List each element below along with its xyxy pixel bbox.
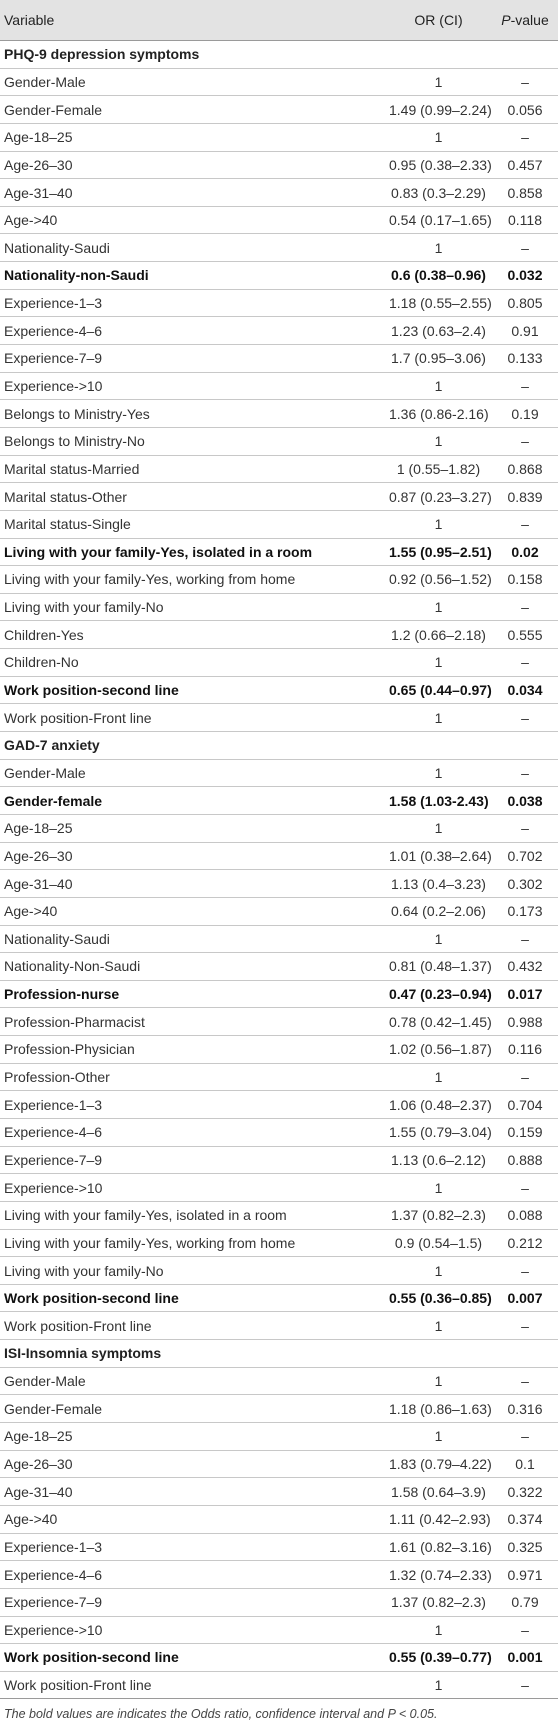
- cell-variable: Age-18–25: [0, 814, 385, 842]
- table-row: [0, 1091, 558, 1119]
- table-row: [0, 1588, 558, 1616]
- cell-p-value: –: [492, 1671, 558, 1699]
- table-row: [0, 289, 558, 317]
- table-row: [0, 566, 558, 594]
- cell-variable: Experience-7–9: [0, 1588, 385, 1616]
- cell-or-ci: [385, 732, 492, 760]
- table-row: [0, 1478, 558, 1506]
- table-row: [0, 372, 558, 400]
- cell-variable: Gender-Male: [0, 1367, 385, 1395]
- table-row: [0, 1063, 558, 1091]
- cell-variable: Gender-female: [0, 787, 385, 815]
- cell-variable: PHQ-9 depression symptoms: [0, 41, 385, 69]
- table-row: [0, 1229, 558, 1257]
- cell-variable: Experience-4–6: [0, 1118, 385, 1146]
- cell-p-value: 0.118: [492, 206, 558, 234]
- cell-or-ci: 1.23 (0.63–2.4): [385, 317, 492, 345]
- cell-variable: Age->40: [0, 1505, 385, 1533]
- cell-or-ci: 1: [385, 234, 492, 262]
- cell-or-ci: 1.32 (0.74–2.33): [385, 1561, 492, 1589]
- cell-variable: Experience->10: [0, 1174, 385, 1202]
- cell-or-ci: 1.2 (0.66–2.18): [385, 621, 492, 649]
- cell-or-ci: 1: [385, 510, 492, 538]
- cell-or-ci: 1 (0.55–1.82): [385, 455, 492, 483]
- cell-or-ci: 1.58 (1.03-2.43): [385, 787, 492, 815]
- table-row: [0, 1257, 558, 1285]
- cell-variable: Age-18–25: [0, 123, 385, 151]
- cell-p-value: 0.19: [492, 400, 558, 428]
- table-row: [0, 345, 558, 373]
- cell-variable: Children-No: [0, 649, 385, 677]
- cell-or-ci: 0.81 (0.48–1.37): [385, 953, 492, 981]
- cell-variable: Living with your family-No: [0, 593, 385, 621]
- cell-p-value: 0.888: [492, 1146, 558, 1174]
- table-row: [0, 676, 558, 704]
- cell-variable: Living with your family-Yes, isolated in a room: [0, 1201, 385, 1229]
- cell-or-ci: 1.18 (0.55–2.55): [385, 289, 492, 317]
- cell-or-ci: 1: [385, 427, 492, 455]
- cell-variable: Experience-7–9: [0, 1146, 385, 1174]
- cell-p-value: –: [492, 1616, 558, 1644]
- cell-variable: Nationality-Saudi: [0, 925, 385, 953]
- cell-variable: Experience-4–6: [0, 317, 385, 345]
- table-row: [0, 483, 558, 511]
- cell-p-value: –: [492, 814, 558, 842]
- cell-or-ci: 1: [385, 1312, 492, 1340]
- table-row: [0, 704, 558, 732]
- cell-or-ci: 1.58 (0.64–3.9): [385, 1478, 492, 1506]
- cell-variable: Nationality-Saudi: [0, 234, 385, 262]
- cell-or-ci: 1: [385, 593, 492, 621]
- cell-or-ci: 1.37 (0.82–2.3): [385, 1201, 492, 1229]
- cell-or-ci: 0.83 (0.3–2.29): [385, 179, 492, 207]
- header-p-suffix: -value: [510, 12, 549, 28]
- table-row: [0, 621, 558, 649]
- cell-p-value: 0.017: [492, 980, 558, 1008]
- cell-variable: Belongs to Ministry-Yes: [0, 400, 385, 428]
- table-row: [0, 1616, 558, 1644]
- cell-or-ci: 1.55 (0.79–3.04): [385, 1118, 492, 1146]
- cell-p-value: 0.432: [492, 953, 558, 981]
- cell-p-value: 0.858: [492, 179, 558, 207]
- cell-variable: Experience->10: [0, 372, 385, 400]
- cell-variable: Age-31–40: [0, 1478, 385, 1506]
- cell-or-ci: 0.87 (0.23–3.27): [385, 483, 492, 511]
- cell-p-value: 0.457: [492, 151, 558, 179]
- cell-p-value: 0.79: [492, 1588, 558, 1616]
- cell-p-value: –: [492, 759, 558, 787]
- cell-variable: Age-26–30: [0, 1450, 385, 1478]
- cell-or-ci: 1: [385, 123, 492, 151]
- cell-or-ci: 1: [385, 1257, 492, 1285]
- cell-or-ci: 1.83 (0.79–4.22): [385, 1450, 492, 1478]
- cell-or-ci: 1.01 (0.38–2.64): [385, 842, 492, 870]
- cell-p-value: 0.316: [492, 1395, 558, 1423]
- cell-variable: Work position-Front line: [0, 1312, 385, 1340]
- cell-or-ci: 1: [385, 759, 492, 787]
- cell-or-ci: 1: [385, 1671, 492, 1699]
- cell-or-ci: 0.64 (0.2–2.06): [385, 897, 492, 925]
- table-row: [0, 151, 558, 179]
- table-row: [0, 1644, 558, 1672]
- cell-variable: Nationality-non-Saudi: [0, 262, 385, 290]
- cell-p-value: 0.805: [492, 289, 558, 317]
- cell-or-ci: 1: [385, 1423, 492, 1451]
- cell-variable: Marital status-Single: [0, 510, 385, 538]
- cell-variable: Work position-second line: [0, 1644, 385, 1672]
- table-row: [0, 234, 558, 262]
- table-row: [0, 897, 558, 925]
- cell-p-value: –: [492, 510, 558, 538]
- table-row: [0, 1671, 558, 1699]
- cell-p-value: –: [492, 593, 558, 621]
- cell-or-ci: 1: [385, 372, 492, 400]
- cell-or-ci: 0.78 (0.42–1.45): [385, 1008, 492, 1036]
- cell-p-value: –: [492, 1312, 558, 1340]
- cell-p-value: 0.038: [492, 787, 558, 815]
- cell-or-ci: 1: [385, 925, 492, 953]
- cell-or-ci: 0.95 (0.38–2.33): [385, 151, 492, 179]
- header-variable: Variable: [0, 0, 385, 41]
- cell-p-value: –: [492, 925, 558, 953]
- cell-or-ci: 0.55 (0.39–0.77): [385, 1644, 492, 1672]
- table-row: [0, 262, 558, 290]
- cell-p-value: 0.007: [492, 1284, 558, 1312]
- cell-p-value: 0.032: [492, 262, 558, 290]
- cell-variable: Work position-second line: [0, 676, 385, 704]
- cell-p-value: –: [492, 704, 558, 732]
- table-row: [0, 870, 558, 898]
- cell-or-ci: 0.6 (0.38–0.96): [385, 262, 492, 290]
- cell-or-ci: 1: [385, 1616, 492, 1644]
- section-header-row: [0, 1340, 558, 1368]
- cell-variable: Age-26–30: [0, 151, 385, 179]
- cell-variable: Children-Yes: [0, 621, 385, 649]
- table-row: [0, 1561, 558, 1589]
- table-row: [0, 123, 558, 151]
- cell-p-value: 0.325: [492, 1533, 558, 1561]
- cell-or-ci: 0.92 (0.56–1.52): [385, 566, 492, 594]
- cell-p-value: 0.555: [492, 621, 558, 649]
- cell-variable: Age-31–40: [0, 870, 385, 898]
- table-row: [0, 1201, 558, 1229]
- header-p-value: [492, 0, 558, 41]
- cell-p-value: 0.056: [492, 96, 558, 124]
- table-row: [0, 1423, 558, 1451]
- cell-variable: Nationality-Non-Saudi: [0, 953, 385, 981]
- cell-variable: Age-18–25: [0, 1423, 385, 1451]
- table-row: [0, 179, 558, 207]
- cell-or-ci: 1: [385, 1174, 492, 1202]
- cell-variable: Marital status-Married: [0, 455, 385, 483]
- table-row: [0, 1395, 558, 1423]
- cell-or-ci: 0.65 (0.44–0.97): [385, 676, 492, 704]
- cell-p-value: 0.173: [492, 897, 558, 925]
- cell-variable: Age->40: [0, 897, 385, 925]
- table-row: [0, 1146, 558, 1174]
- table-row: [0, 1312, 558, 1340]
- cell-p-value: –: [492, 68, 558, 96]
- table-row: [0, 1505, 558, 1533]
- cell-or-ci: 1.7 (0.95–3.06): [385, 345, 492, 373]
- cell-variable: Gender-Male: [0, 759, 385, 787]
- cell-or-ci: 1.61 (0.82–3.16): [385, 1533, 492, 1561]
- cell-or-ci: 1.36 (0.86-2.16): [385, 400, 492, 428]
- cell-p-value: 0.158: [492, 566, 558, 594]
- cell-p-value: 0.159: [492, 1118, 558, 1146]
- cell-p-value: [492, 1340, 558, 1368]
- cell-p-value: 0.704: [492, 1091, 558, 1119]
- cell-p-value: 0.088: [492, 1201, 558, 1229]
- cell-p-value: 0.1: [492, 1450, 558, 1478]
- cell-p-value: 0.116: [492, 1036, 558, 1064]
- cell-variable: Experience-1–3: [0, 289, 385, 317]
- cell-p-value: 0.971: [492, 1561, 558, 1589]
- cell-or-ci: 1.55 (0.95–2.51): [385, 538, 492, 566]
- cell-variable: Profession-Other: [0, 1063, 385, 1091]
- cell-variable: Age-31–40: [0, 179, 385, 207]
- cell-p-value: [492, 732, 558, 760]
- cell-p-value: –: [492, 1174, 558, 1202]
- table-body: [0, 41, 558, 1699]
- cell-or-ci: 1: [385, 814, 492, 842]
- table-row: [0, 1174, 558, 1202]
- cell-variable: Experience-4–6: [0, 1561, 385, 1589]
- cell-variable: Profession-Physician: [0, 1036, 385, 1064]
- table-row: [0, 1036, 558, 1064]
- cell-p-value: 0.988: [492, 1008, 558, 1036]
- table-row: [0, 455, 558, 483]
- cell-variable: Age-26–30: [0, 842, 385, 870]
- cell-or-ci: 1.13 (0.6–2.12): [385, 1146, 492, 1174]
- cell-variable: Experience->10: [0, 1616, 385, 1644]
- cell-variable: Profession-Pharmacist: [0, 1008, 385, 1036]
- cell-p-value: –: [492, 649, 558, 677]
- cell-variable: GAD-7 anxiety: [0, 732, 385, 760]
- cell-variable: Living with your family-No: [0, 1257, 385, 1285]
- table-row: [0, 1367, 558, 1395]
- table-row: [0, 510, 558, 538]
- cell-p-value: 0.133: [492, 345, 558, 373]
- cell-or-ci: 0.55 (0.36–0.85): [385, 1284, 492, 1312]
- cell-variable: Gender-Male: [0, 68, 385, 96]
- cell-variable: Belongs to Ministry-No: [0, 427, 385, 455]
- cell-or-ci: 1.18 (0.86–1.63): [385, 1395, 492, 1423]
- table-row: [0, 953, 558, 981]
- table-row: [0, 980, 558, 1008]
- cell-p-value: 0.322: [492, 1478, 558, 1506]
- table-row: [0, 1008, 558, 1036]
- cell-p-value: –: [492, 123, 558, 151]
- cell-variable: Gender-Female: [0, 96, 385, 124]
- table-header: [0, 0, 558, 41]
- table-row: [0, 925, 558, 953]
- table-footnote: The bold values are indicates the Odds ratio, confidence interval and P < 0.05.: [4, 1707, 438, 1721]
- header-row: [0, 0, 558, 41]
- cell-or-ci: 1: [385, 1063, 492, 1091]
- cell-or-ci: 0.54 (0.17–1.65): [385, 206, 492, 234]
- cell-variable: Work position-Front line: [0, 704, 385, 732]
- table-row: [0, 787, 558, 815]
- cell-variable: Work position-Front line: [0, 1671, 385, 1699]
- cell-variable: Experience-1–3: [0, 1091, 385, 1119]
- table-row: [0, 759, 558, 787]
- table-row: [0, 206, 558, 234]
- cell-or-ci: 1.11 (0.42–2.93): [385, 1505, 492, 1533]
- table-row: [0, 68, 558, 96]
- table-row: [0, 538, 558, 566]
- cell-variable: Profession-nurse: [0, 980, 385, 1008]
- cell-p-value: 0.302: [492, 870, 558, 898]
- cell-p-value: 0.839: [492, 483, 558, 511]
- cell-variable: ISI-Insomnia symptoms: [0, 1340, 385, 1368]
- cell-or-ci: 1: [385, 704, 492, 732]
- cell-variable: Gender-Female: [0, 1395, 385, 1423]
- cell-p-value: –: [492, 372, 558, 400]
- header-or-ci: OR (CI): [385, 0, 492, 41]
- section-header-row: [0, 732, 558, 760]
- cell-or-ci: 1.37 (0.82–2.3): [385, 1588, 492, 1616]
- cell-p-value: 0.001: [492, 1644, 558, 1672]
- table-row: [0, 96, 558, 124]
- table-row: [0, 400, 558, 428]
- table-row: [0, 649, 558, 677]
- cell-p-value: –: [492, 1423, 558, 1451]
- cell-variable: Living with your family-Yes, working from home: [0, 1229, 385, 1257]
- cell-variable: Age->40: [0, 206, 385, 234]
- cell-p-value: [492, 41, 558, 69]
- cell-or-ci: [385, 1340, 492, 1368]
- cell-p-value: –: [492, 1063, 558, 1091]
- table-row: [0, 842, 558, 870]
- cell-or-ci: 1.06 (0.48–2.37): [385, 1091, 492, 1119]
- cell-or-ci: 0.9 (0.54–1.5): [385, 1229, 492, 1257]
- cell-p-value: –: [492, 234, 558, 262]
- cell-variable: Marital status-Other: [0, 483, 385, 511]
- cell-variable: Experience-1–3: [0, 1533, 385, 1561]
- cell-p-value: –: [492, 427, 558, 455]
- cell-p-value: 0.374: [492, 1505, 558, 1533]
- cell-or-ci: 1.49 (0.99–2.24): [385, 96, 492, 124]
- cell-variable: Experience-7–9: [0, 345, 385, 373]
- cell-or-ci: 0.47 (0.23–0.94): [385, 980, 492, 1008]
- cell-p-value: 0.02: [492, 538, 558, 566]
- cell-or-ci: 1: [385, 649, 492, 677]
- cell-p-value: 0.91: [492, 317, 558, 345]
- header-p-italic: P: [501, 12, 511, 28]
- cell-p-value: 0.702: [492, 842, 558, 870]
- table-row: [0, 814, 558, 842]
- cell-p-value: –: [492, 1257, 558, 1285]
- section-header-row: [0, 41, 558, 69]
- table-row: [0, 1284, 558, 1312]
- cell-p-value: –: [492, 1367, 558, 1395]
- table-row: [0, 427, 558, 455]
- cell-p-value: 0.212: [492, 1229, 558, 1257]
- cell-variable: Work position-second line: [0, 1284, 385, 1312]
- table-row: [0, 1450, 558, 1478]
- table-row: [0, 317, 558, 345]
- cell-p-value: 0.868: [492, 455, 558, 483]
- table-row: [0, 1118, 558, 1146]
- cell-or-ci: 1.13 (0.4–3.23): [385, 870, 492, 898]
- cell-or-ci: 1.02 (0.56–1.87): [385, 1036, 492, 1064]
- cell-or-ci: 1: [385, 1367, 492, 1395]
- table-row: [0, 1533, 558, 1561]
- cell-variable: Living with your family-Yes, isolated in a room: [0, 538, 385, 566]
- table-row: [0, 593, 558, 621]
- cell-or-ci: 1: [385, 68, 492, 96]
- cell-p-value: 0.034: [492, 676, 558, 704]
- cell-variable: Living with your family-Yes, working from home: [0, 566, 385, 594]
- cell-or-ci: [385, 41, 492, 69]
